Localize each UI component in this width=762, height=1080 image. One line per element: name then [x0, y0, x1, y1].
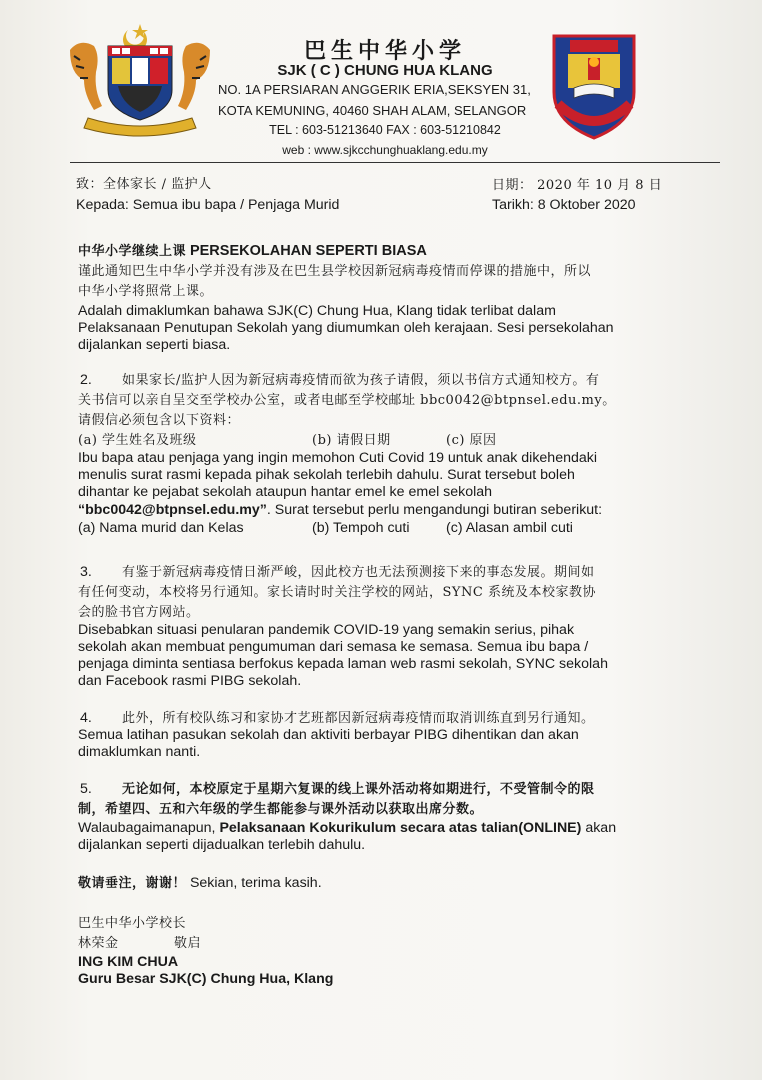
address-line-2: KOTA KEMUNING, 40460 SHAH ALAM, SELANGOR	[218, 103, 527, 118]
recipient-malay: Kepada: Semua ibu bapa / Penjaga Murid	[76, 197, 340, 213]
closing	[78, 875, 322, 892]
signature-respect-chinese: 敬启	[174, 936, 202, 951]
p3-cn-line: 会的脸书官方网站。	[78, 605, 200, 620]
p2-ms-email-line	[78, 502, 602, 519]
p2-ms-item: (c) Alasan ambil cuti	[446, 520, 573, 536]
closing-chinese: 敬请垂注，谢谢！	[78, 876, 187, 891]
p5-ms-line	[78, 820, 616, 837]
paragraph-number: 4.	[80, 710, 92, 726]
p5-ms-bold: Pelaksanaan Kokurikulum secara atas talian(ONLINE)	[219, 820, 582, 836]
intro-cn-line: 中华小学将照常上课。	[78, 284, 214, 299]
p3-cn-line: 有任何变动，本校将另行通知。家长请时时关注学校的网站，SYNC 系统及本校家教协	[78, 585, 596, 600]
p2-ms-item: (b) Tempoh cuti	[312, 520, 410, 536]
p3-cn-line: 有鉴于新冠病毒疫情日渐严峻，因此校方也无法预测接下来的事态发展。期间如	[122, 565, 595, 580]
subject	[78, 243, 427, 260]
p2-ms-item: (a) Nama murid dan Kelas	[78, 520, 244, 536]
p5-ms-line: dijalankan seperti dijadualkan terlebih dahulu.	[78, 837, 366, 853]
p2-ms-email-tail: . Surat tersebut perlu mengandungi butiran seberikut:	[266, 502, 603, 518]
closing-malay: Sekian, terima kasih.	[186, 875, 322, 891]
school-email: “bbc0042@btpnsel.edu.my”	[78, 502, 267, 518]
signature-title-chinese: 巴生中华小学校长	[78, 916, 187, 931]
p2-cn-line: 请假信必须包含以下资料：	[78, 413, 241, 428]
coat-of-arms-logo	[60, 20, 220, 140]
website: web : www.sjkcchunghuaklang.edu.my	[282, 143, 488, 157]
p2-cn-item: (a) 学生姓名及班级	[78, 433, 197, 448]
intro-cn-line: 谨此通知巴生中华小学并没有涉及在巴生县学校因新冠病毒疫情而停课的措施中，所以	[78, 264, 592, 279]
date-chinese: 日期： 2020 年 10 月 8 日	[492, 178, 663, 193]
intro-ms-line: dijalankan seperti biasa.	[78, 337, 231, 353]
subject-malay: PERSEKOLAHAN SEPERTI BIASA	[189, 243, 427, 259]
p4-ms-line: dimaklumkan nanti.	[78, 744, 201, 760]
p3-ms-line: Disebabkan situasi penularan pandemik COVID-19 yang semakin serius, pihak	[78, 622, 575, 638]
intro-ms-line: Pelaksanaan Penutupan Sekolah yang diumumkan oleh kerajaan. Sesi persekolahan	[78, 320, 614, 336]
recipient-chinese: 致：全体家长 / 监护人	[76, 177, 212, 192]
header-divider	[70, 162, 720, 163]
signature-title-english: Guru Besar SJK(C) Chung Hua, Klang	[78, 971, 334, 987]
p2-cn-item: (b) 请假日期	[312, 433, 391, 448]
p3-ms-line: sekolah akan membuat pengumuman dari semasa ke semasa. Semua ibu bapa /	[78, 639, 589, 655]
p5-cn-line: 无论如何，本校原定于星期六复课的线上课外活动将如期进行，不受管制令的限	[122, 782, 595, 797]
paragraph-number: 2.	[80, 372, 92, 388]
p5-cn-line: 制，希望四、五和六年级的学生都能参与课外活动以获取出席分数。	[78, 802, 484, 817]
p2-ms-line: dihantar ke pejabat sekolah ataupun hantar emel ke emel sekolah	[78, 484, 493, 500]
p4-cn-line: 此外，所有校队练习和家协才艺班都因新冠病毒疫情而取消训练直到另行通知。	[122, 711, 595, 726]
paragraph-number: 3.	[80, 564, 92, 580]
p2-ms-line: menulis surat rasmi kepada pihak sekolah terlebih dahulu. Surat tersebut boleh	[78, 467, 575, 483]
school-name-english: SJK ( C ) CHUNG HUA KLANG	[277, 62, 493, 79]
p5-ms-suffix: akan	[581, 820, 617, 836]
p2-ms-line: Ibu bapa atau penjaga yang ingin memohon Cuti Covid 19 untuk anak dikehendaki	[78, 450, 598, 466]
school-crest-logo	[548, 32, 640, 142]
p4-ms-line: Semua latihan pasukan sekolah dan aktiviti berbayar PIBG dihentikan dan akan	[78, 727, 579, 743]
address-line-1: NO. 1A PERSIARAN ANGGERIK ERIA,SEKSYEN 31,	[218, 82, 531, 97]
subject-chinese: 中华小学继续上课	[78, 244, 187, 259]
signature-name-chinese: 林荣金	[78, 936, 119, 951]
p2-cn-line: 关书信可以亲自呈交至学校办公室，或者电邮至学校邮址 bbc0042@btpnsel.edu.my。	[78, 393, 616, 408]
p3-ms-line: penjaga diminta sentiasa berfokus kepada laman web rasmi sekolah, SYNC sekolah	[78, 656, 608, 672]
phone-fax: TEL : 603-51213640 FAX : 603-51210842	[269, 123, 501, 137]
school-name-chinese: 巴生中华小学	[303, 38, 466, 64]
paragraph-number: 5.	[80, 781, 92, 797]
p2-cn-line: 如果家长/监护人因为新冠病毒疫情而欲为孩子请假，须以书信方式通知校方。有	[122, 373, 600, 388]
p5-ms-prefix: Walaubagaimanapun,	[78, 820, 220, 836]
p3-ms-line: dan Facebook rasmi PIBG sekolah.	[78, 673, 302, 689]
date-malay: Tarikh: 8 Oktober 2020	[492, 197, 636, 213]
intro-ms-line: Adalah dimaklumkan bahawa SJK(C) Chung Hua, Klang tidak terlibat dalam	[78, 303, 556, 319]
p2-cn-item: (c) 原因	[446, 433, 497, 448]
signature-name-english: ING KIM CHUA	[78, 954, 179, 970]
